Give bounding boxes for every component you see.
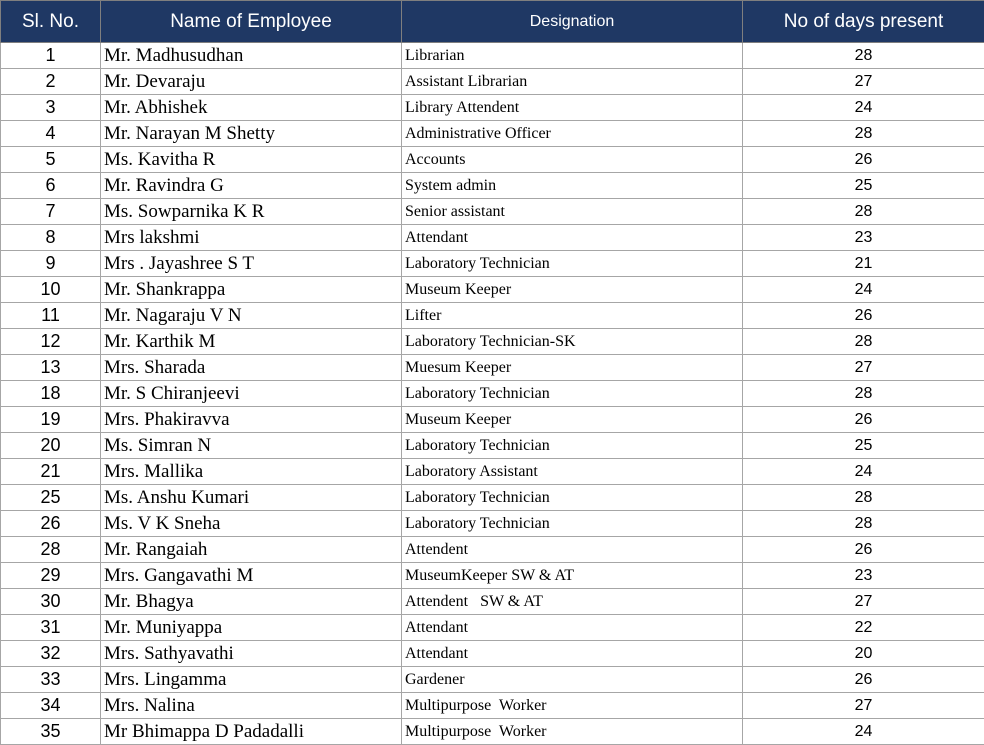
sl-no-cell[interactable]: 29 bbox=[1, 563, 101, 589]
table-row bbox=[1, 589, 984, 615]
designation-cell[interactable]: Laboratory Technician bbox=[402, 433, 743, 459]
designation-cell[interactable]: Museum Keeper bbox=[402, 407, 743, 433]
table-row bbox=[1, 303, 984, 329]
days-present-cell[interactable]: 28 bbox=[743, 329, 984, 355]
employee-name-cell[interactable]: Mr. Devaraju bbox=[101, 69, 402, 95]
days-present-cell[interactable]: 28 bbox=[743, 121, 984, 147]
days-present-cell[interactable]: 26 bbox=[743, 667, 984, 693]
employee-name-cell[interactable]: Ms. Sowparnika K R bbox=[101, 199, 402, 225]
sl-no-cell[interactable]: 31 bbox=[1, 615, 101, 641]
table-row bbox=[1, 485, 984, 511]
designation-cell[interactable]: Laboratory Technician bbox=[402, 511, 743, 537]
days-present-cell[interactable]: 26 bbox=[743, 303, 984, 329]
table-row bbox=[1, 95, 984, 121]
table-row bbox=[1, 355, 984, 381]
employee-name-cell[interactable]: Ms. Kavitha R bbox=[101, 147, 402, 173]
days-present-cell[interactable]: 20 bbox=[743, 641, 984, 667]
sl-no-cell[interactable]: 25 bbox=[1, 485, 101, 511]
days-present-cell[interactable]: 24 bbox=[743, 459, 984, 485]
sl-no-cell[interactable]: 3 bbox=[1, 95, 101, 121]
designation-cell[interactable]: Administrative Officer bbox=[402, 121, 743, 147]
days-present-cell[interactable]: 21 bbox=[743, 251, 984, 277]
days-present-cell[interactable]: 23 bbox=[743, 563, 984, 589]
designation-cell[interactable]: Laboratory Technician bbox=[402, 381, 743, 407]
table-row bbox=[1, 563, 984, 589]
table-row bbox=[1, 433, 984, 459]
employee-name-cell[interactable]: Mr. Muniyappa bbox=[101, 615, 402, 641]
table-row bbox=[1, 537, 984, 563]
employee-name-cell[interactable]: Ms. Simran N bbox=[101, 433, 402, 459]
sl-no-cell[interactable]: 18 bbox=[1, 381, 101, 407]
designation-cell[interactable]: Laboratory Assistant bbox=[402, 459, 743, 485]
designation-cell[interactable]: Attendant bbox=[402, 641, 743, 667]
designation-cell[interactable]: Attendent SW & AT bbox=[402, 589, 743, 615]
days-present-cell[interactable]: 28 bbox=[743, 43, 984, 69]
employee-name-cell[interactable]: Mrs . Jayashree S T bbox=[101, 251, 402, 277]
designation-cell[interactable]: MuseumKeeper SW & AT bbox=[402, 563, 743, 589]
table-row bbox=[1, 225, 984, 251]
days-present-cell[interactable]: 27 bbox=[743, 693, 984, 719]
sl-no-cell[interactable]: 32 bbox=[1, 641, 101, 667]
sl-no-cell[interactable]: 12 bbox=[1, 329, 101, 355]
days-present-cell[interactable]: 22 bbox=[743, 615, 984, 641]
employee-name-cell[interactable]: Mrs. Phakiravva bbox=[101, 407, 402, 433]
designation-cell[interactable]: Laboratory Technician-SK bbox=[402, 329, 743, 355]
header-name-of-employee[interactable]: Name of Employee bbox=[101, 1, 402, 43]
employee-name-cell[interactable]: Mr. Narayan M Shetty bbox=[101, 121, 402, 147]
sl-no-cell[interactable]: 20 bbox=[1, 433, 101, 459]
employee-name-cell[interactable]: Mrs. Mallika bbox=[101, 459, 402, 485]
sl-no-cell[interactable]: 33 bbox=[1, 667, 101, 693]
sl-no-cell[interactable]: 9 bbox=[1, 251, 101, 277]
days-present-cell[interactable]: 25 bbox=[743, 433, 984, 459]
table-row bbox=[1, 693, 984, 719]
sl-no-cell[interactable]: 21 bbox=[1, 459, 101, 485]
table-row bbox=[1, 511, 984, 537]
days-present-cell[interactable]: 25 bbox=[743, 173, 984, 199]
days-present-cell[interactable]: 28 bbox=[743, 485, 984, 511]
designation-cell[interactable]: Librarian bbox=[402, 43, 743, 69]
employee-name-cell[interactable]: Mrs. Nalina bbox=[101, 693, 402, 719]
table-row bbox=[1, 43, 984, 69]
employee-name-cell[interactable]: Mr. S Chiranjeevi bbox=[101, 381, 402, 407]
sl-no-cell[interactable]: 30 bbox=[1, 589, 101, 615]
days-present-cell[interactable]: 28 bbox=[743, 199, 984, 225]
sl-no-cell[interactable]: 1 bbox=[1, 43, 101, 69]
table-row bbox=[1, 459, 984, 485]
table-row bbox=[1, 199, 984, 225]
designation-cell[interactable]: Multipurpose Worker bbox=[402, 719, 743, 745]
table-row bbox=[1, 251, 984, 277]
days-present-cell[interactable]: 24 bbox=[743, 719, 984, 745]
employee-name-cell[interactable]: Mr. Bhagya bbox=[101, 589, 402, 615]
employee-name-cell[interactable]: Mr. Shankrappa bbox=[101, 277, 402, 303]
employee-name-cell[interactable]: Mr. Abhishek bbox=[101, 95, 402, 121]
employee-name-cell[interactable]: Mr. Rangaiah bbox=[101, 537, 402, 563]
employee-name-cell[interactable]: Mr. Madhusudhan bbox=[101, 43, 402, 69]
days-present-cell[interactable]: 28 bbox=[743, 381, 984, 407]
table-row bbox=[1, 641, 984, 667]
sl-no-cell[interactable]: 2 bbox=[1, 69, 101, 95]
days-present-cell[interactable]: 24 bbox=[743, 95, 984, 121]
designation-cell[interactable]: Multipurpose Worker bbox=[402, 693, 743, 719]
employee-name-cell[interactable]: Mrs. Gangavathi M bbox=[101, 563, 402, 589]
designation-cell[interactable]: Assistant Librarian bbox=[402, 69, 743, 95]
table-row bbox=[1, 615, 984, 641]
designation-cell[interactable]: Accounts bbox=[402, 147, 743, 173]
designation-cell[interactable]: Attendant bbox=[402, 615, 743, 641]
employee-name-cell[interactable]: Mr. Ravindra G bbox=[101, 173, 402, 199]
employee-name-cell[interactable]: Mrs. Lingamma bbox=[101, 667, 402, 693]
sl-no-cell[interactable]: 8 bbox=[1, 225, 101, 251]
sl-no-cell[interactable]: 35 bbox=[1, 719, 101, 745]
designation-cell[interactable]: Muesum Keeper bbox=[402, 355, 743, 381]
employee-name-cell[interactable]: Mrs. Sathyavathi bbox=[101, 641, 402, 667]
employee-name-cell[interactable]: Mr Bhimappa D Padadalli bbox=[101, 719, 402, 745]
days-present-cell[interactable]: 27 bbox=[743, 589, 984, 615]
table-row bbox=[1, 121, 984, 147]
days-present-cell[interactable]: 27 bbox=[743, 69, 984, 95]
sl-no-cell[interactable]: 7 bbox=[1, 199, 101, 225]
days-present-cell[interactable]: 23 bbox=[743, 225, 984, 251]
sl-no-cell[interactable]: 5 bbox=[1, 147, 101, 173]
employee-name-cell[interactable]: Mrs lakshmi bbox=[101, 225, 402, 251]
designation-cell[interactable]: Laboratory Technician bbox=[402, 251, 743, 277]
days-present-cell[interactable]: 28 bbox=[743, 511, 984, 537]
days-present-cell[interactable]: 27 bbox=[743, 355, 984, 381]
header-sl-no[interactable]: Sl. No. bbox=[1, 1, 101, 43]
designation-cell[interactable]: System admin bbox=[402, 173, 743, 199]
sl-no-cell[interactable]: 28 bbox=[1, 537, 101, 563]
days-present-cell[interactable]: 26 bbox=[743, 407, 984, 433]
designation-cell[interactable]: Gardener bbox=[402, 667, 743, 693]
employee-name-cell[interactable]: Mr. Karthik M bbox=[101, 329, 402, 355]
header-days-present[interactable]: No of days present bbox=[743, 1, 984, 43]
header-designation[interactable]: Designation bbox=[402, 1, 743, 43]
employee-name-cell[interactable]: Mr. Nagaraju V N bbox=[101, 303, 402, 329]
employee-name-cell[interactable]: Ms. V K Sneha bbox=[101, 511, 402, 537]
table-row bbox=[1, 147, 984, 173]
days-present-cell[interactable]: 26 bbox=[743, 147, 984, 173]
designation-cell[interactable]: Lifter bbox=[402, 303, 743, 329]
sl-no-cell[interactable]: 34 bbox=[1, 693, 101, 719]
designation-cell[interactable]: Attendant bbox=[402, 225, 743, 251]
sl-no-cell[interactable]: 26 bbox=[1, 511, 101, 537]
table-row bbox=[1, 407, 984, 433]
days-present-cell[interactable]: 26 bbox=[743, 537, 984, 563]
designation-cell[interactable]: Senior assistant bbox=[402, 199, 743, 225]
sl-no-cell[interactable]: 6 bbox=[1, 173, 101, 199]
employee-name-cell[interactable]: Ms. Anshu Kumari bbox=[101, 485, 402, 511]
designation-cell[interactable]: Laboratory Technician bbox=[402, 485, 743, 511]
table-row bbox=[1, 69, 984, 95]
designation-cell[interactable]: Museum Keeper bbox=[402, 277, 743, 303]
table-row bbox=[1, 381, 984, 407]
header-row bbox=[1, 1, 984, 43]
sl-no-cell[interactable]: 11 bbox=[1, 303, 101, 329]
sl-no-cell[interactable]: 13 bbox=[1, 355, 101, 381]
sl-no-cell[interactable]: 19 bbox=[1, 407, 101, 433]
days-present-cell[interactable]: 24 bbox=[743, 277, 984, 303]
table-row bbox=[1, 277, 984, 303]
table-row bbox=[1, 329, 984, 355]
table-row bbox=[1, 667, 984, 693]
employee-name-cell[interactable]: Mrs. Sharada bbox=[101, 355, 402, 381]
table-row bbox=[1, 719, 984, 745]
table-header bbox=[1, 1, 984, 43]
sl-no-cell[interactable]: 4 bbox=[1, 121, 101, 147]
table-body bbox=[1, 43, 984, 745]
designation-cell[interactable]: Attendent bbox=[402, 537, 743, 563]
designation-cell[interactable]: Library Attendent bbox=[402, 95, 743, 121]
sl-no-cell[interactable]: 10 bbox=[1, 277, 101, 303]
table-row bbox=[1, 173, 984, 199]
